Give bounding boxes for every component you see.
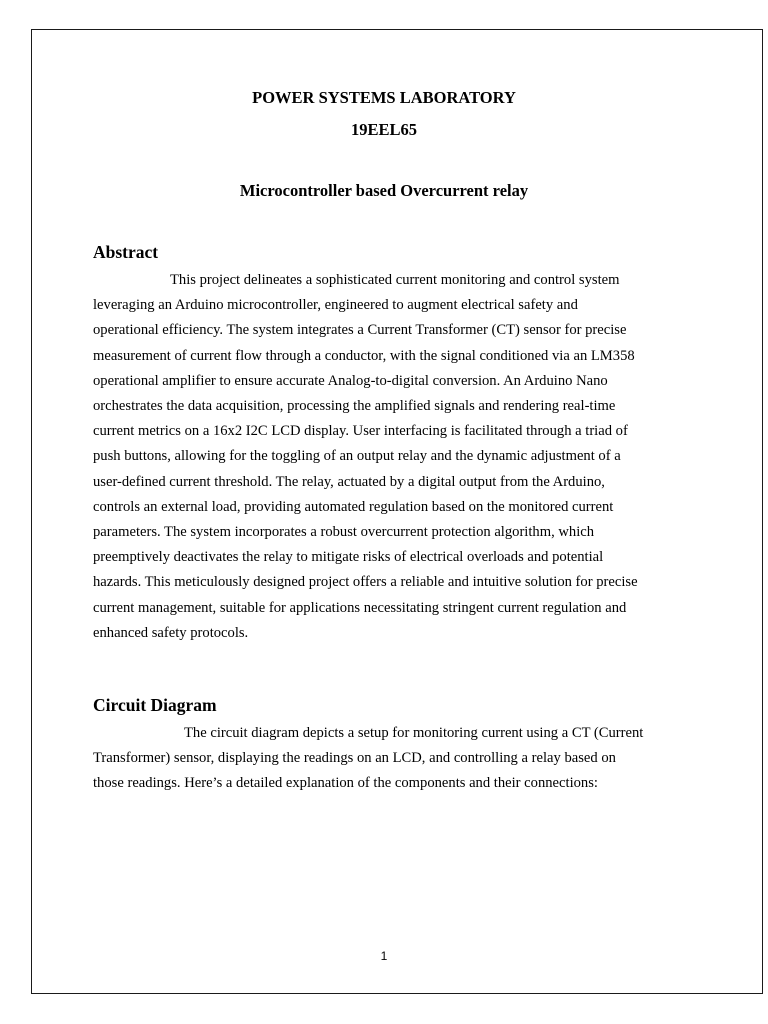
project-title: Microcontroller based Overcurrent relay: [239, 181, 529, 200]
abstract-line: leveraging an Arduino microcontroller, engineered to augment electrical safety and: [93, 297, 578, 314]
abstract-line: preemptively deactivates the relay to mitigate risks of electrical overloads and potential: [93, 549, 604, 566]
lab-title: POWER SYSTEMS LABORATORY: [252, 88, 516, 107]
abstract-line: enhanced safety protocols.: [93, 624, 249, 641]
abstract-line: measurement of current flow through a conductor, with the signal conditioned via an LM358: [93, 347, 635, 364]
abstract-line: This project delineates a sophisticated current monitoring and control system: [170, 272, 620, 288]
abstract-line: operational amplifier to ensure accurate Analog-to-digital conversion. An Arduino Nano: [93, 372, 608, 389]
circuit-diagram-line: The circuit diagram depicts a setup for monitoring current using a CT (Current: [184, 725, 644, 741]
circuit-diagram-line: those readings. Here’s a detailed explanation of the components and their connections:: [93, 775, 598, 792]
abstract-line: current metrics on a 16x2 I2C LCD display. User interfacing is facilitated through a triad of: [93, 423, 628, 440]
abstract-line: controls an external load, providing automated regulation based on the monitored current: [93, 498, 614, 515]
abstract-heading: Abstract: [93, 242, 159, 262]
abstract-line: hazards. This meticulously designed project offers a reliable and intuitive solution for precise: [93, 574, 638, 591]
circuit-diagram-heading: Circuit Diagram: [93, 695, 217, 715]
abstract-paragraph: [93, 268, 673, 646]
abstract-line: user-defined current threshold. The relay, actuated by a digital output from the Arduino,: [93, 473, 605, 490]
abstract-line: operational efficiency. The system integrates a Current Transformer (CT) sensor for precise: [93, 322, 627, 339]
abstract-line: current management, suitable for applications necessitating stringent current regulation and: [93, 599, 627, 616]
course-code: 19EEL65: [350, 120, 418, 139]
abstract-line: orchestrates the data acquisition, processing the amplified signals and rendering real-time: [93, 398, 616, 415]
circuit-diagram-paragraph: [93, 721, 673, 797]
page-number: 1: [380, 949, 388, 963]
circuit-diagram-line: Transformer) sensor, displaying the readings on an LCD, and controlling a relay based on: [93, 750, 616, 767]
abstract-line: push buttons, allowing for the toggling of an output relay and the dynamic adjustment of a: [93, 448, 621, 465]
abstract-line: parameters. The system incorporates a robust overcurrent protection algorithm, which: [93, 524, 595, 541]
